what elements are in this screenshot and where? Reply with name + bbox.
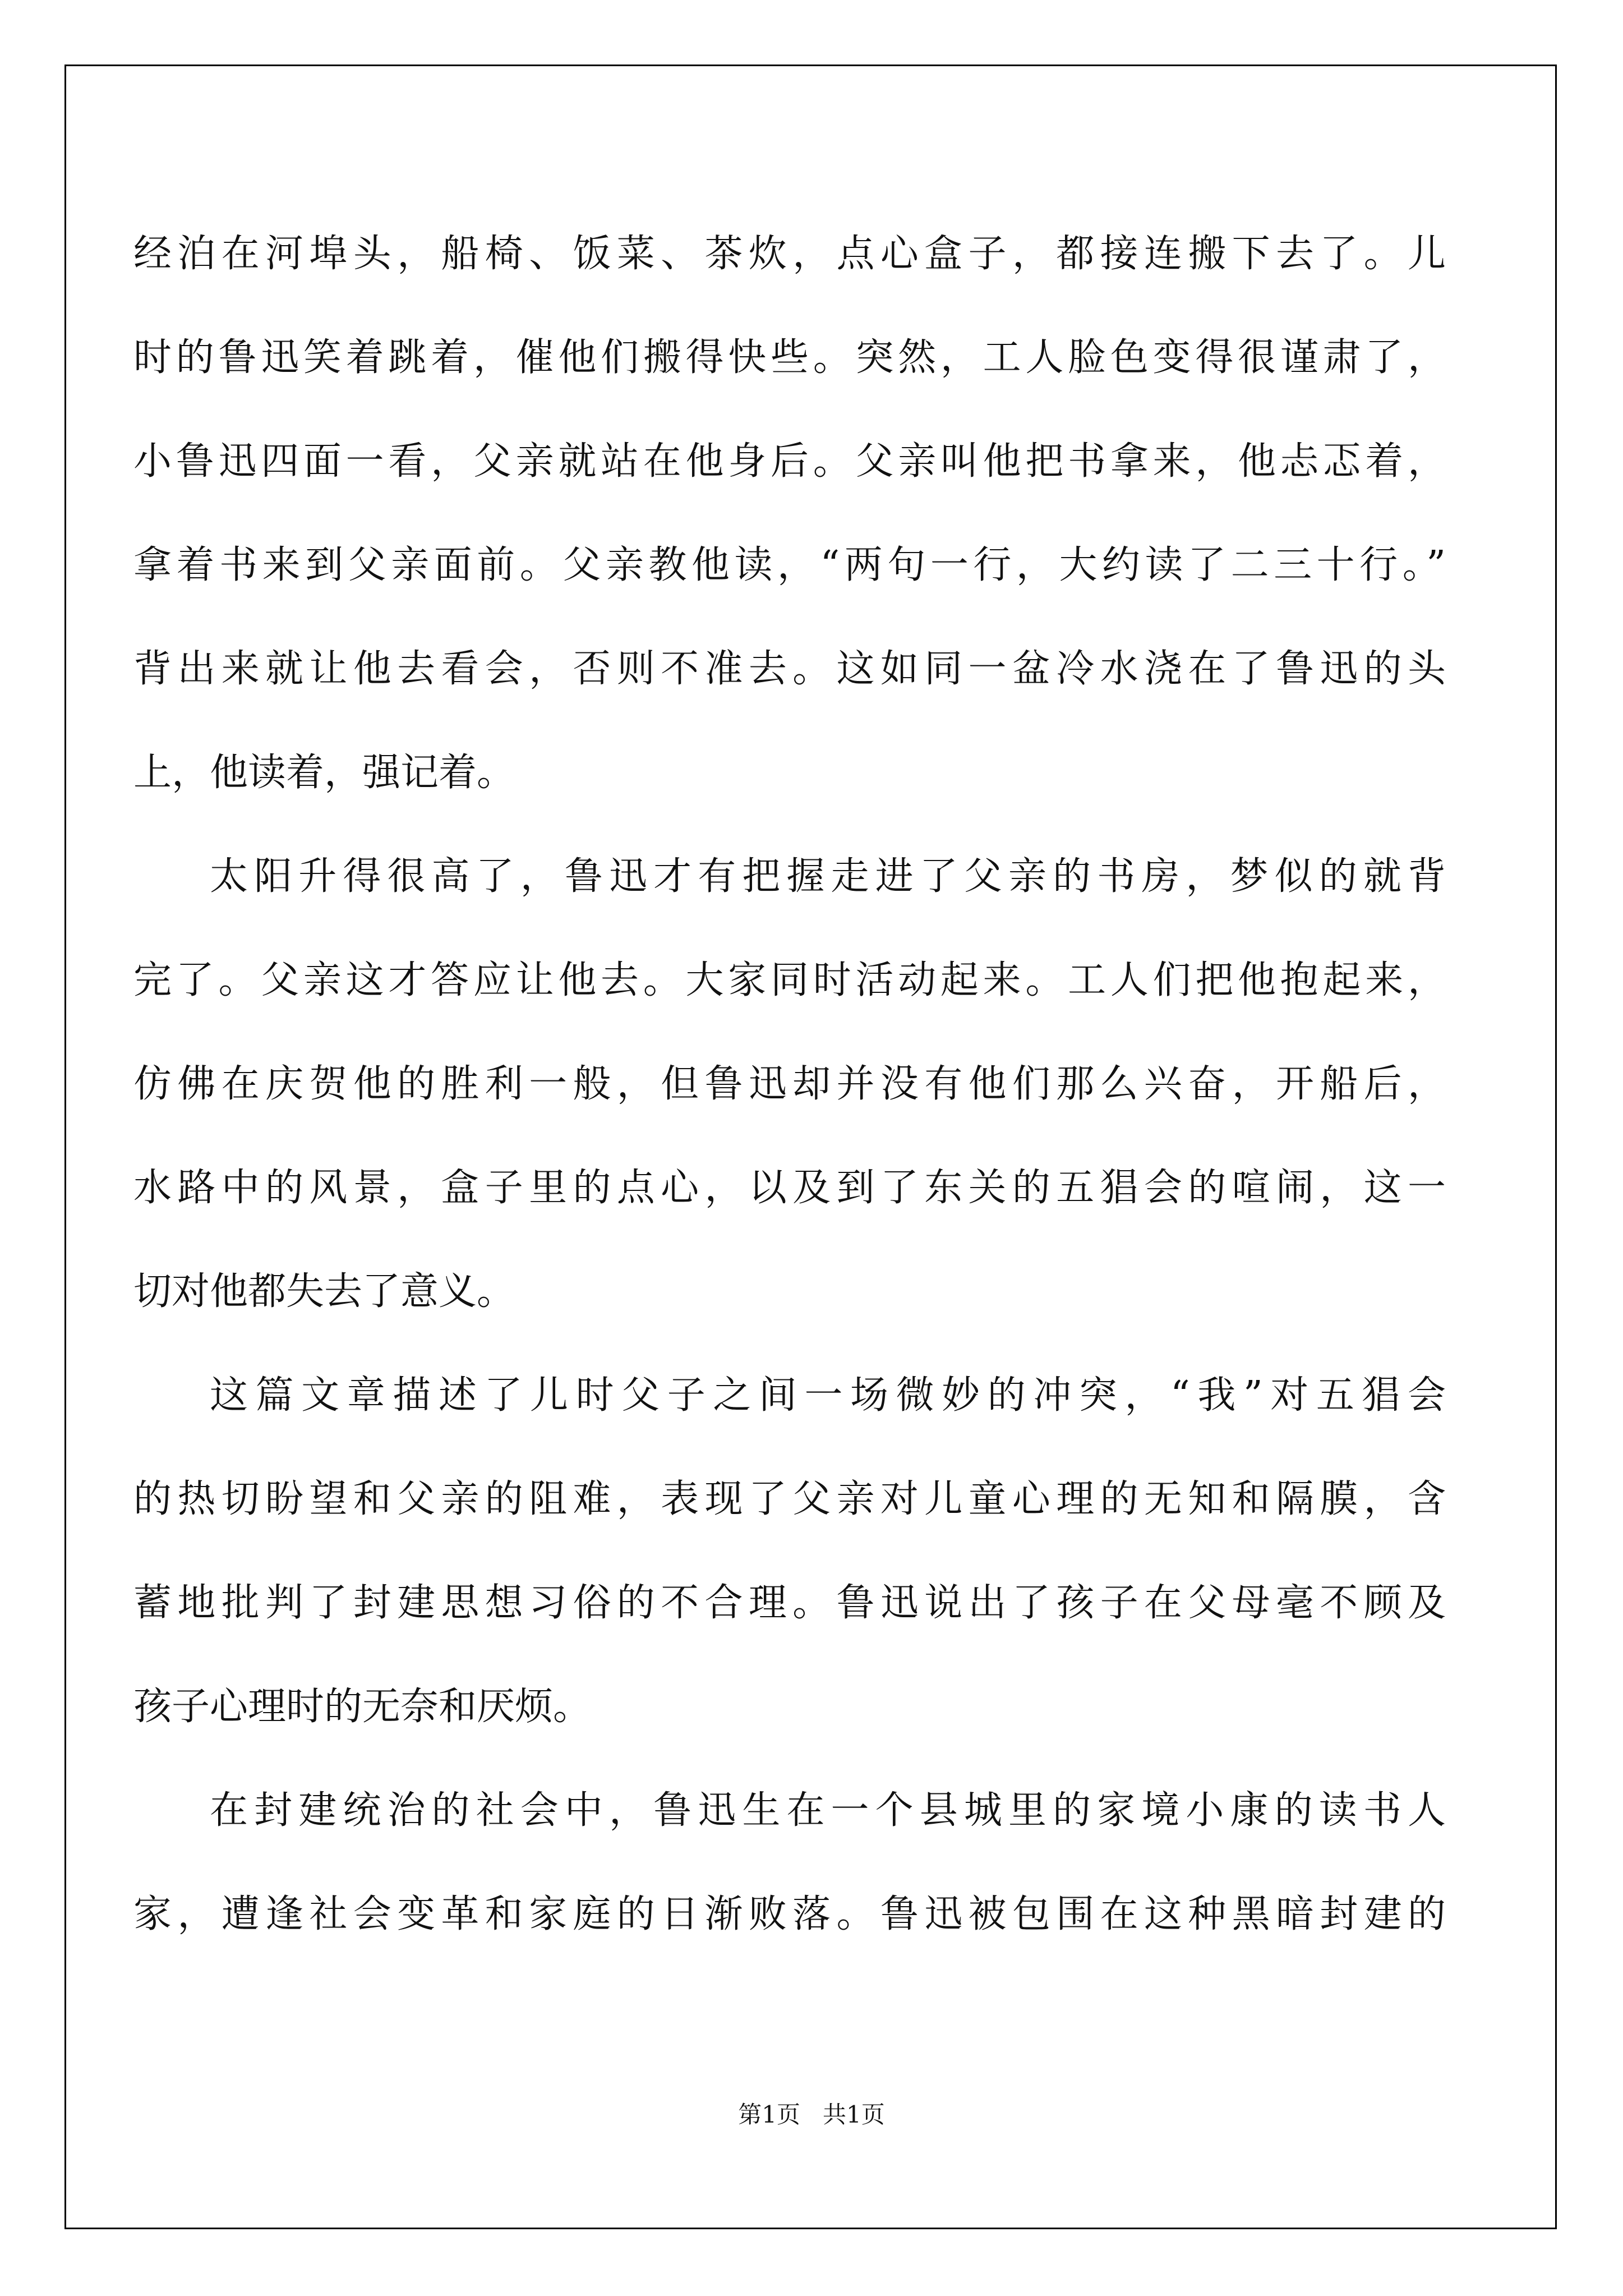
text-line: 在封建统治的社会中，鲁迅生在一个县城里的家境小康的读书人 [210, 1788, 1446, 1833]
text-line: 蓄地批判了封建思想习俗的不合理。鲁迅说出了孩子在父母毫不顾及 [133, 1581, 1446, 1625]
text-line: 的热切盼望和父亲的阻难，表现了父亲对儿童心理的无知和隔膜，含 [133, 1477, 1446, 1521]
text-line: 孩子心理时的无奈和厌烦。 [133, 1685, 592, 1729]
text-line: 水路中的风景，盒子里的点心，以及到了东关的五猖会的喧闹，这一 [133, 1166, 1446, 1210]
text-line: 切对他都失去了意义。 [133, 1269, 515, 1314]
text-line: 时的鲁迅笑着跳着，催他们搬得快些。突然，工人脸色变得很谨肃了， [133, 335, 1446, 380]
text-line: 背出来就让他去看会，否则不准去。这如同一盆冷水浇在了鲁迅的头 [133, 647, 1446, 691]
text-line: 家，遭逢社会变革和家庭的日渐败落。鲁迅被包围在这种黑暗封建的 [133, 1892, 1446, 1936]
text-line: 太阳升得很高了，鲁迅才有把握走进了父亲的书房，梦似的就背 [210, 854, 1446, 899]
text-line: 这篇文章描述了儿时父子之间一场微妙的冲突，“我”对五猖会 [210, 1373, 1446, 1418]
text-line: 完了。父亲这才答应让他去。大家同时活动起来。工人们把他抱起来， [133, 958, 1446, 1002]
text-line: 小鲁迅四面一看，父亲就站在他身后。父亲叫他把书拿来，他忐忑着， [133, 439, 1446, 484]
page-number: 第1页 [738, 2101, 800, 2128]
document-body [133, 202, 1446, 1966]
page-footer [0, 2098, 1623, 2132]
text-line: 经泊在河埠头，船椅、饭菜、茶炊，点心盒子，都接连搬下去了。儿 [133, 232, 1446, 276]
text-line: 上，他读着，强记着。 [133, 751, 515, 795]
text-line: 拿着书来到父亲面前。父亲教他读，“两句一行，大约读了二三十行。” [133, 543, 1446, 587]
text-line: 仿佛在庆贺他的胜利一般，但鲁迅却并没有他们那么兴奋，开船后， [133, 1062, 1446, 1106]
page-total: 共1页 [823, 2101, 885, 2128]
